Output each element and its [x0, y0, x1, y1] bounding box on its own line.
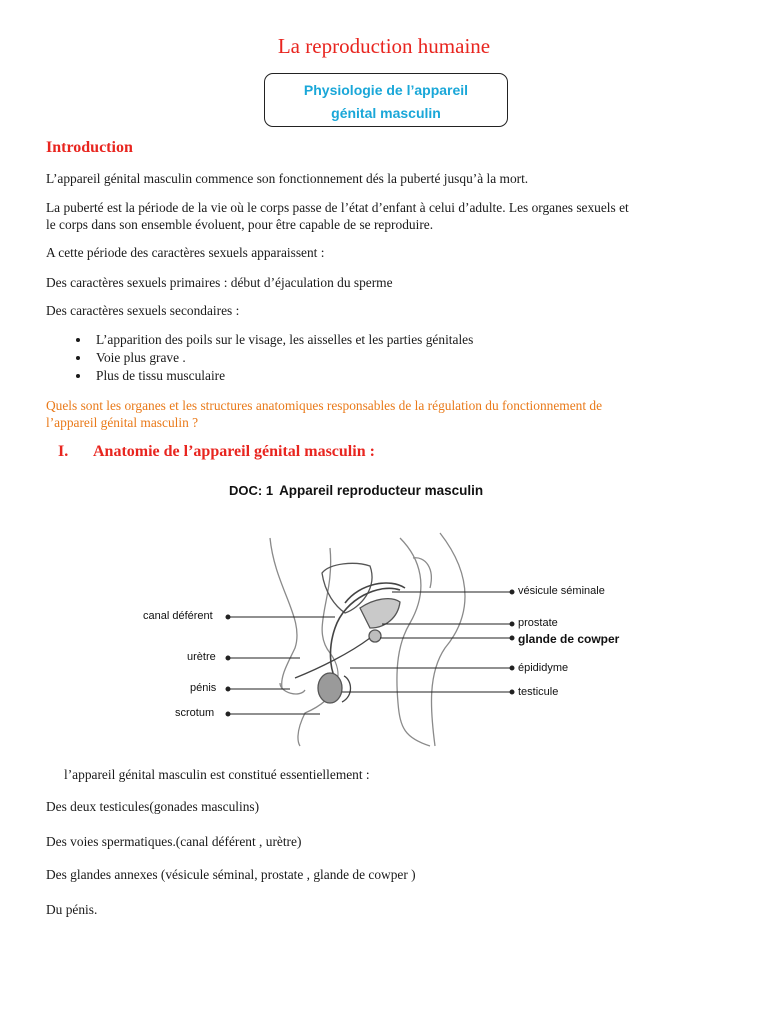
list-item: Des deux testicules(gonades masculins) — [46, 799, 260, 814]
intro-paragraph-1: L’appareil génital masculin commence son fonctionnement dés la puberté jusqu’à la mort. — [46, 171, 529, 186]
label-vesicule-seminale: vésicule séminale — [518, 585, 605, 597]
list-item: • L’apparition des poils sur le visage, les aisselles et les parties génitales — [91, 331, 473, 349]
label-testicule: testicule — [518, 686, 559, 698]
label-scrotum: scrotum — [175, 707, 215, 719]
introduction-heading: Introduction — [46, 139, 133, 156]
body-lead: l’appareil génital masculin est constitué essentiellement : — [64, 767, 370, 782]
section-heading — [58, 443, 375, 461]
list-item: • Voie plus grave . — [91, 349, 473, 367]
section-title: Anatomie de l’appareil génital masculin : — [93, 443, 375, 460]
figure-doc-label: DOC: 1 — [229, 483, 274, 498]
figure-caption: Appareil reproducteur masculin — [279, 483, 484, 498]
question-line-2: l’appareil génital masculin ? — [46, 415, 199, 430]
list-item: • Plus de tissu musculaire — [91, 367, 473, 385]
label-uretre: urètre — [187, 651, 216, 663]
label-epididyme: épididyme — [518, 662, 569, 674]
label-prostate: prostate — [518, 617, 558, 629]
label-canal-deferent: canal déférent — [143, 610, 213, 622]
page-title: La reproduction humaine — [277, 34, 491, 58]
secondary-traits-list — [46, 331, 473, 385]
subtitle-box — [264, 73, 508, 127]
intro-paragraph-4: Des caractères sexuels primaires : début d’éjaculation du sperme — [46, 275, 393, 290]
label-penis: pénis — [190, 682, 217, 694]
question-line-1: Quels sont les organes et les structures anatomiques responsables de la régulation du fonctionnement de — [46, 398, 603, 413]
intro-paragraph-2-line-1: La puberté est la période de la vie où le corps passe de l’état d’enfant à celui d’adulte. Les organes sexuels et — [46, 200, 629, 215]
intro-paragraph-2-line-2: le corps dans son ensemble évoluent, pour être capable de se reproduire. — [46, 217, 434, 232]
list-item: Des glandes annexes (vésicule séminal, prostate , glande de cowper ) — [46, 867, 416, 882]
section-number: I. — [58, 443, 69, 460]
subtitle-line-2: génital masculin — [331, 105, 441, 121]
label-glande-de-cowper: glande de cowper — [518, 632, 620, 646]
list-item: Des voies spermatiques.(canal déférent , urètre) — [46, 834, 302, 849]
figure-title — [229, 483, 483, 498]
intro-paragraph-3: A cette période des caractères sexuels apparaissent : — [46, 245, 325, 260]
subtitle-line-1: Physiologie de l’appareil — [303, 82, 469, 98]
intro-paragraph-5: Des caractères sexuels secondaires : — [46, 303, 240, 318]
list-item: Du pénis. — [46, 902, 98, 917]
